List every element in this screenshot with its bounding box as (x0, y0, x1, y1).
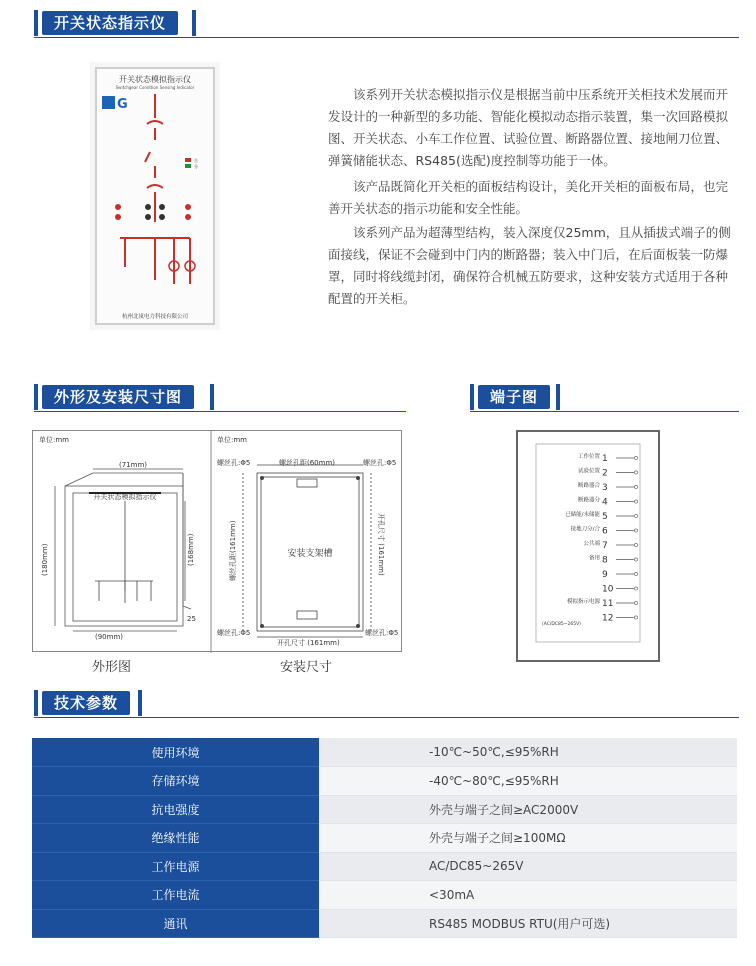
terminal-screw (634, 587, 637, 590)
terminal-screw (634, 529, 637, 532)
description-paragraph-3: 该系列产品为超薄型结构，装入深度仅25mm，且从插拔式端子的侧面接线，保证不会碰到中门内的断路器；装入中门后，在后面板装一防爆罩，同时将线缆封闭，确保符合机械五防要求，这种安装方式适用于各种配置的开关柜。 (328, 225, 731, 306)
terminal-row (602, 585, 638, 595)
terminal-row (583, 539, 637, 551)
param-value: RS485 MODBUS RTU(用户可选) (319, 909, 737, 938)
terminal-label: 试验位置 (577, 468, 600, 475)
section-divider (34, 411, 406, 412)
terminal-screw (634, 471, 637, 474)
param-name: 存储环境 (32, 767, 319, 796)
terminal-label: 接地刀分/合 (570, 526, 600, 533)
terminal-row (589, 554, 638, 566)
params-table (32, 738, 737, 938)
legend-green: 分 (194, 164, 198, 169)
param-name: 通讯 (32, 909, 319, 938)
section-title-params (34, 690, 154, 716)
terminal-list (565, 452, 637, 624)
outline-right-height: (168mm) (187, 533, 195, 566)
terminal-label: 公共端 (583, 541, 600, 547)
param-value: <30mA (319, 881, 737, 910)
table-row (32, 881, 737, 910)
terminal-screw (634, 616, 637, 619)
title-bar-left (470, 384, 474, 410)
terminal-number: 5 (602, 512, 608, 522)
table-row (32, 852, 737, 881)
outline-depth: 25 (187, 615, 196, 623)
outline-top-width: (71mm) (119, 461, 148, 469)
terminal-screw (634, 601, 637, 604)
terminal-row (578, 496, 638, 508)
section-title-dimensions-text: 外形及安装尺寸图 (42, 385, 194, 409)
description-paragraph-2: 该产品既简化开关柜的面板结构设计，美化开关柜的面板布局，也完善开关状态的指示功能和安全性能。 (328, 179, 729, 216)
outline-caption: 外形图 (92, 660, 132, 675)
terminal-label: 断路器合 (577, 483, 600, 489)
title-bar-right (556, 384, 560, 410)
terminal-label: 备用 (588, 555, 600, 562)
table-row (32, 824, 737, 853)
table-row (32, 767, 737, 796)
terminal-number: 1 (602, 454, 608, 464)
param-value: AC/DC85~265V (319, 852, 737, 881)
section-divider (34, 717, 739, 718)
terminal-screw (634, 514, 637, 517)
terminal-number: 10 (602, 584, 614, 595)
mounting-unit: 单位:mm (217, 436, 247, 444)
param-name: 使用环境 (32, 738, 319, 767)
param-name: 工作电流 (32, 881, 319, 910)
terminal-label: 已储能/未储能 (565, 512, 600, 518)
section-title-indicator (34, 10, 204, 36)
terminal-number: 8 (602, 555, 608, 566)
terminal-number: 12 (602, 613, 614, 624)
terminal-number: 11 (602, 599, 614, 609)
section-title-indicator-text: 开关状态指示仪 (42, 11, 178, 35)
screw-top-right: 螺丝孔:Φ5 (363, 459, 397, 467)
terminal-number: 2 (602, 468, 608, 479)
outline-bottom-width: (90mm) (95, 633, 124, 641)
section-title-terminal-text: 端子图 (478, 385, 550, 409)
terminal-number: 9 (602, 570, 608, 580)
terminal-number: 3 (602, 483, 608, 493)
terminal-row (571, 525, 638, 537)
terminal-note: (AC/DC85~265V) (542, 622, 581, 627)
terminal-row (578, 481, 638, 493)
terminal-label: 断路器分 (577, 497, 600, 504)
panel-title: 开关状态模拟指示仪 (119, 75, 191, 84)
hole-distance-vertical: 螺丝孔距(161mm) (229, 520, 237, 581)
param-value: -10℃~50℃,≤95%RH (319, 738, 737, 767)
title-bar-right (192, 10, 196, 36)
terminal-row (565, 510, 637, 522)
terminal-screw (634, 572, 637, 575)
table-row (32, 909, 737, 938)
outline-panel-label: 开关状态模拟指示仪 (93, 493, 157, 501)
terminal-screw (634, 456, 637, 459)
screw-bottom-right: 螺丝孔:Φ5 (365, 629, 399, 637)
terminal-screw (634, 485, 637, 488)
table-row (32, 738, 737, 767)
title-bar-left (34, 690, 38, 716)
mounting-caption: 安装尺寸 (280, 660, 333, 675)
cutout-vertical: 开孔尺寸 (161mm) (377, 513, 385, 576)
param-value: 外壳与端子之间≥100MΩ (319, 824, 737, 853)
product-photo (90, 62, 220, 330)
outline-left-height: (180mm) (41, 543, 49, 576)
section-title-terminal (470, 384, 570, 410)
param-name: 工作电源 (32, 852, 319, 881)
screw-bottom-left: 螺丝孔:Φ5 (217, 629, 251, 637)
terminal-label: 模拟指示电源 (566, 599, 600, 605)
cutout-horizontal: 开孔尺寸 (161mm) (277, 639, 340, 647)
description-paragraph-1: 该系列开关状态模拟指示仪是根据当前中压系统开关柜技术发展而开发设计的一种新型的多功能、智能化模拟动态指示装置，集一次回路模拟图、开关状态、小车工作位置、试验位置、断路器位置、接地闸刀位置、弹簧储能状态、RS485(选配)度控制等功能于一体。 (328, 87, 729, 168)
param-name: 绝缘性能 (32, 824, 319, 853)
logo-text: G (117, 97, 128, 112)
terminal-row (602, 570, 638, 580)
screw-top-left: 螺丝孔:Φ5 (217, 459, 251, 467)
param-value: 外壳与端子之间≥AC2000V (319, 795, 737, 824)
terminal-row (578, 467, 638, 479)
bracket-slot: 安装支架槽 (287, 549, 333, 559)
maker-name: 杭州北岚电力科技有限公司 (121, 314, 189, 320)
terminal-number: 7 (602, 541, 608, 551)
section-title-dimensions (34, 384, 224, 410)
dimension-drawing (32, 430, 402, 652)
title-bar-right (138, 690, 142, 716)
hole-distance-horizontal: 螺丝孔距(60mm) (279, 459, 336, 467)
terminal-screw (634, 543, 637, 546)
table-row (32, 795, 737, 824)
param-name: 抗电强度 (32, 795, 319, 824)
terminal-number: 6 (602, 526, 608, 537)
legend-red: 合 (194, 158, 198, 163)
section-divider (34, 37, 739, 38)
terminal-row (578, 452, 638, 464)
section-title-params-text: 技术参数 (42, 691, 130, 715)
terminal-row (567, 597, 638, 609)
terminal-diagram (516, 430, 660, 662)
title-bar-right (210, 384, 214, 410)
terminal-screw (634, 558, 637, 561)
param-value: -40℃~80℃,≤95%RH (319, 767, 737, 796)
terminal-number: 4 (602, 497, 608, 508)
panel-subtitle: Switchgear Condition Sensing Indicator (115, 85, 195, 90)
title-bar-left (34, 10, 38, 36)
title-bar-left (34, 384, 38, 410)
terminal-screw (634, 500, 637, 503)
terminal-row (602, 614, 638, 624)
terminal-label: 工作位置 (577, 454, 600, 460)
outline-unit: 单位:mm (39, 436, 69, 444)
section-divider (470, 411, 739, 412)
